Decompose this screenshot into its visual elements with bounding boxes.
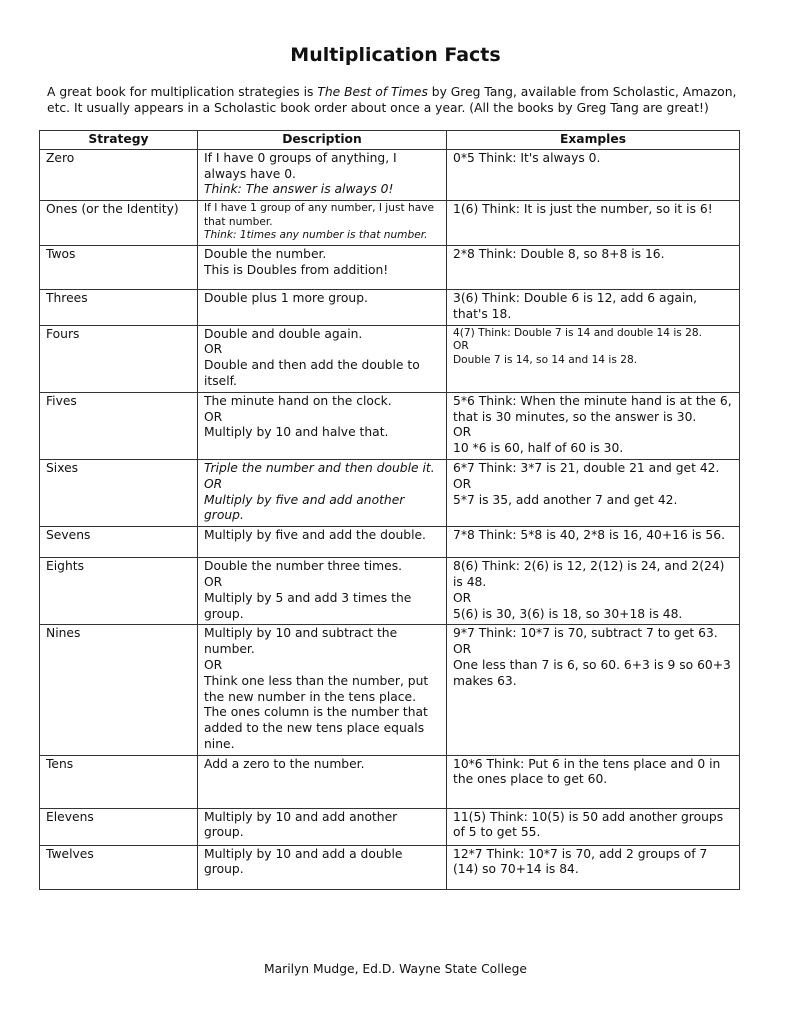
- description-line: OR: [204, 409, 223, 424]
- description-line: Double and then add the double to itself.: [204, 358, 420, 388]
- description-line: Think: 1times any number is that number.: [204, 229, 428, 242]
- description-cell: [198, 201, 447, 246]
- intro-text-after: by Greg Tang, available from Scholastic, Amazon, etc. It usually appears in a Scholastic book order about once a year. (All the books by Greg Tang are great!): [47, 85, 737, 115]
- description-cell: [198, 392, 447, 459]
- example-line: 6*7 Think: 3*7 is 21, double 21 and get 42.: [453, 460, 720, 475]
- strategy-cell: Nines: [40, 625, 198, 755]
- example-line: 10*6 Think: Put 6 in the tens place and 0 in the ones place to get 60.: [453, 756, 721, 787]
- table-row-fives: [40, 392, 740, 459]
- table-row-sixes: [40, 459, 740, 526]
- example-line: 4(7) Think: Double 7 is 14 and double 14 is 28.: [453, 326, 703, 339]
- strategy-cell: Twos: [40, 245, 198, 289]
- example-line: 5*6 Think: When the minute hand is at the 6, that is 30 minutes, so the answer is 30.: [453, 393, 732, 424]
- example-line: One less than 7 is 6, so 60. 6+3 is 9 so 60+3 makes 63.: [453, 657, 731, 688]
- description-cell: [198, 558, 447, 625]
- strategy-cell: Eights: [40, 558, 198, 625]
- header-description: Description: [198, 131, 447, 150]
- description-cell: [198, 755, 447, 808]
- description-line: Multiply by 5 and add 3 times the group.: [204, 590, 412, 621]
- table-row-ones: [40, 201, 740, 246]
- examples-cell: [447, 527, 740, 558]
- description-line: OR: [204, 574, 223, 589]
- description-line: OR: [204, 342, 223, 357]
- examples-cell: [447, 392, 740, 459]
- examples-cell: [447, 289, 740, 325]
- example-line: Double 7 is 14, so 14 and 14 is 28.: [453, 353, 638, 366]
- table-row-twelves: [40, 845, 740, 889]
- description-cell: [198, 625, 447, 755]
- description-cell: [198, 527, 447, 558]
- description-line: If I have 1 group of any number, I just have that number.: [204, 202, 435, 228]
- intro-paragraph: [47, 84, 747, 116]
- example-line: 9*7 Think: 10*7 is 70, subtract 7 to get 63.: [453, 626, 718, 641]
- examples-cell: [447, 625, 740, 755]
- description-cell: [198, 149, 447, 200]
- strategies-table: [39, 130, 740, 890]
- description-line: Double and double again.: [204, 326, 363, 341]
- description-line: Double the number three times.: [204, 559, 403, 574]
- header-examples: Examples: [447, 131, 740, 150]
- strategy-cell: Elevens: [40, 808, 198, 845]
- table-row-sevens: [40, 527, 740, 558]
- strategy-cell: Fives: [40, 392, 198, 459]
- strategy-cell: Fours: [40, 325, 198, 392]
- example-line: OR: [453, 476, 472, 491]
- description-line: The minute hand on the clock.: [204, 393, 392, 408]
- table-row-elevens: [40, 808, 740, 845]
- description-line: Multiply by 10 and add another group.: [204, 809, 398, 840]
- table-row-eights: [40, 558, 740, 625]
- intro-book-title: The Best of Times: [317, 85, 428, 99]
- intro-text-before: A great book for multiplication strategies is: [47, 85, 318, 99]
- table-row-zero: [40, 149, 740, 200]
- example-line: OR: [453, 590, 472, 605]
- example-line: 12*7 Think: 10*7 is 70, add 2 groups of 7 (14) so 70+14 is 84.: [453, 846, 708, 877]
- description-line: Multiply by 10 and add a double group.: [204, 846, 403, 877]
- examples-cell: [447, 808, 740, 845]
- description-cell: [198, 245, 447, 289]
- example-line: 10 *6 is 60, half of 60 is 30.: [453, 441, 624, 456]
- description-cell: [198, 289, 447, 325]
- description-line: OR: [204, 657, 223, 672]
- example-line: 8(6) Think: 2(6) is 12, 2(12) is 24, and 2(24) is 48.: [453, 559, 725, 589]
- example-line: OR: [453, 340, 469, 353]
- strategy-cell: Ones (or the Identity): [40, 201, 198, 246]
- examples-cell: [447, 325, 740, 392]
- table-row-threes: [40, 289, 740, 325]
- table-row-nines: [40, 625, 740, 755]
- description-cell: [198, 325, 447, 392]
- description-line: Think: The answer is always 0!: [204, 182, 394, 197]
- description-line: This is Doubles from addition!: [204, 262, 389, 277]
- description-line: Multiply by 10 and subtract the number.: [204, 626, 398, 657]
- header-strategy: Strategy: [40, 131, 198, 150]
- examples-cell: [447, 755, 740, 808]
- example-line: 1(6) Think: It is just the number, so it is 6!: [453, 202, 713, 217]
- description-line: Double the number.: [204, 246, 327, 261]
- description-cell: [198, 459, 447, 526]
- example-line: 3(6) Think: Double 6 is 12, add 6 again, that's 18.: [453, 290, 698, 321]
- example-line: OR: [453, 425, 472, 440]
- description-line: Double plus 1 more group.: [204, 290, 368, 305]
- description-cell: [198, 808, 447, 845]
- example-line: 2*8 Think: Double 8, so 8+8 is 16.: [453, 246, 665, 261]
- strategy-cell: Twelves: [40, 845, 198, 889]
- description-line: Add a zero to the number.: [204, 756, 365, 771]
- examples-cell: [447, 201, 740, 246]
- table-header-row: [40, 131, 740, 150]
- examples-cell: [447, 558, 740, 625]
- example-line: 7*8 Think: 5*8 is 40, 2*8 is 16, 40+16 is 56.: [453, 528, 725, 543]
- description-line: OR: [204, 476, 223, 491]
- examples-cell: [447, 845, 740, 889]
- table-row-fours: [40, 325, 740, 392]
- description-line: If I have 0 groups of anything, I always have 0.: [204, 150, 397, 181]
- example-line: 5*7 is 35, add another 7 and get 42.: [453, 492, 678, 507]
- table-row-tens: [40, 755, 740, 808]
- example-line: 0*5 Think: It's always 0.: [453, 150, 601, 165]
- strategy-cell: Sevens: [40, 527, 198, 558]
- strategy-cell: Zero: [40, 149, 198, 200]
- example-line: OR: [453, 642, 472, 657]
- strategy-cell: Sixes: [40, 459, 198, 526]
- examples-cell: [447, 149, 740, 200]
- example-line: 11(5) Think: 10(5) is 50 add another groups of 5 to get 55.: [453, 809, 724, 840]
- strategy-cell: Threes: [40, 289, 198, 325]
- examples-cell: [447, 245, 740, 289]
- description-line: Multiply by 10 and halve that.: [204, 425, 389, 440]
- description-line: Multiply by five and add another group.: [204, 492, 405, 523]
- strategy-cell: Tens: [40, 755, 198, 808]
- example-line: 5(6) is 30, 3(6) is 18, so 30+18 is 48.: [453, 606, 683, 621]
- examples-cell: [447, 459, 740, 526]
- page-title: Multiplication Facts: [290, 44, 501, 66]
- description-line: Think one less than the number, put the new number in the tens place. The ones column is the number that added to the new tens place equals nine.: [204, 673, 429, 751]
- table-row-twos: [40, 245, 740, 289]
- description-cell: [198, 845, 447, 889]
- footer-author: Marilyn Mudge, Ed.D. Wayne State College: [264, 962, 527, 976]
- description-line: Multiply by five and add the double.: [204, 528, 426, 543]
- description-line: Triple the number and then double it.: [204, 460, 435, 475]
